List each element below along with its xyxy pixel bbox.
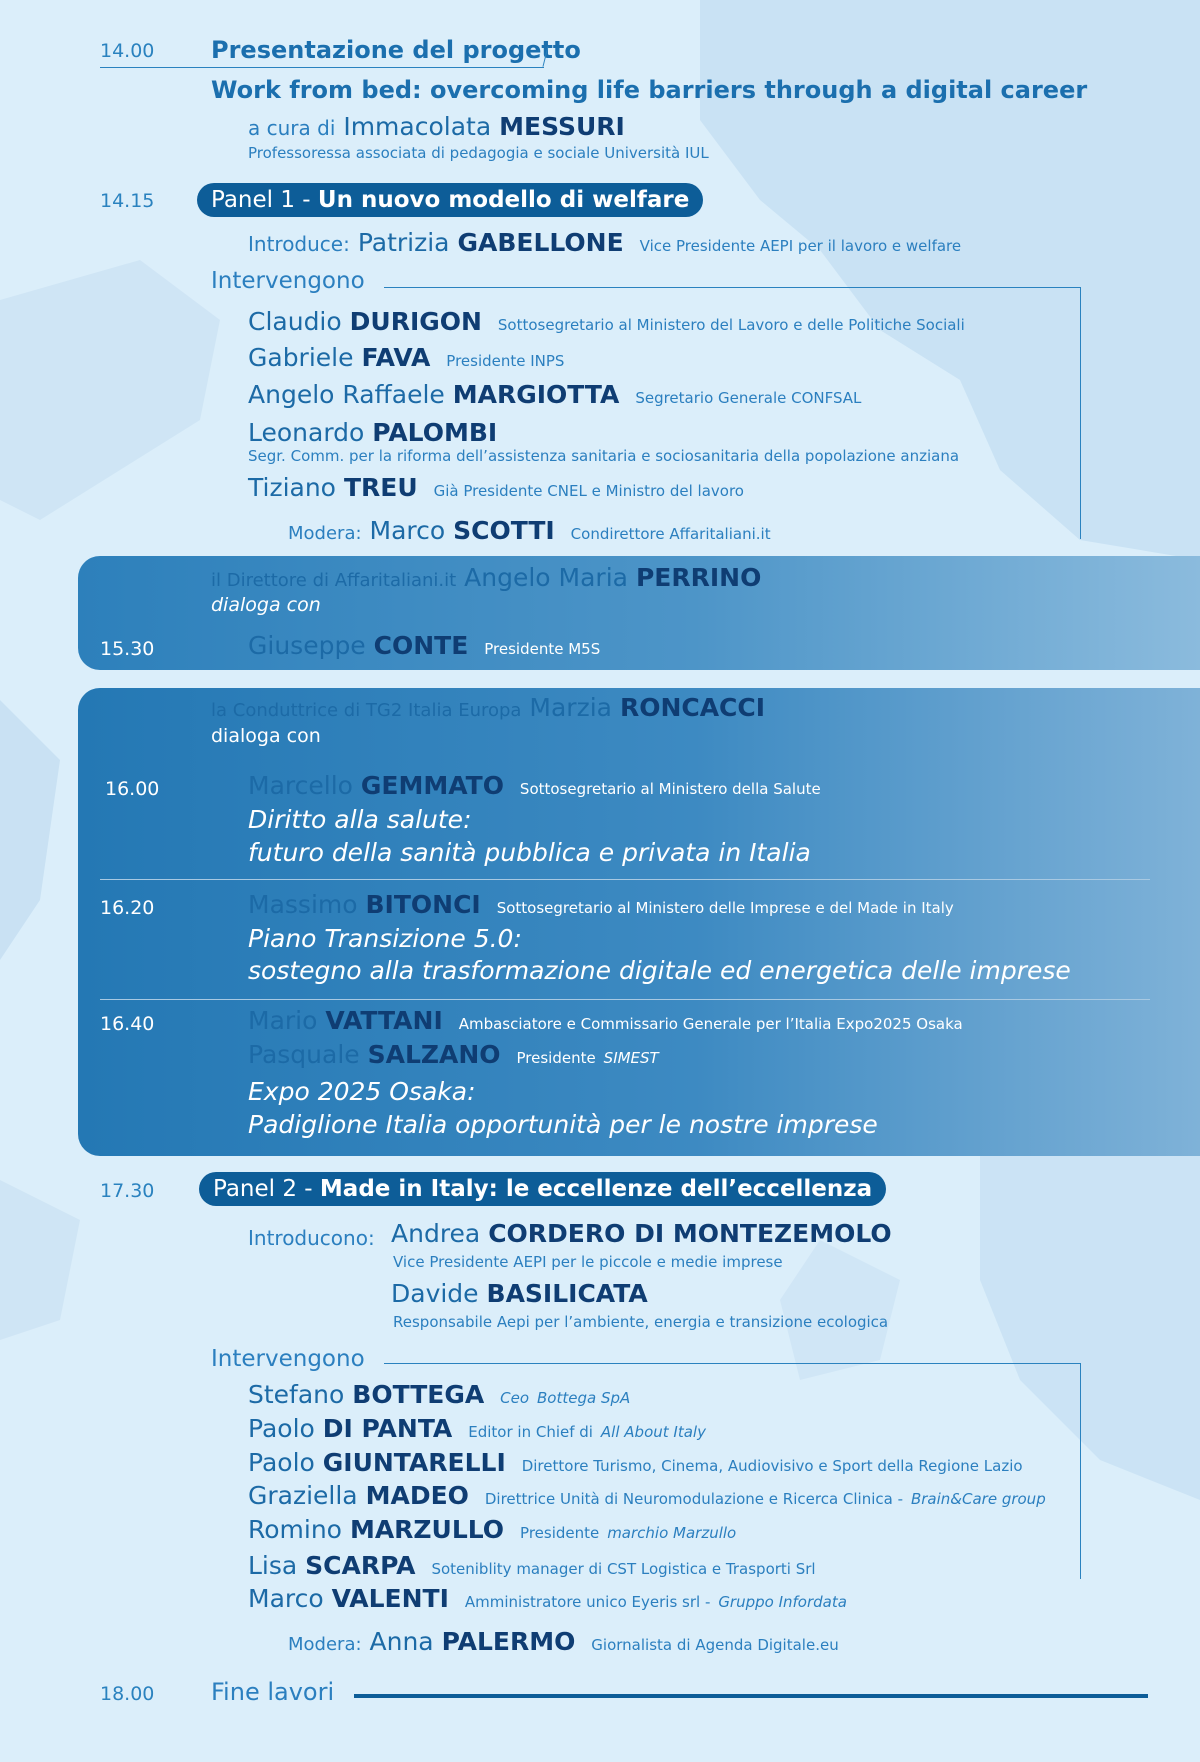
speaker-first: Angelo Raffaele [248, 380, 445, 409]
speaker-last: MESSURI [499, 112, 625, 141]
speaker-first: Anna [369, 1627, 434, 1656]
speaker-first: Tiziano [248, 473, 336, 502]
speaker-last: PALERMO [441, 1627, 576, 1656]
mod-label: Modera: [288, 1634, 362, 1655]
guest-role: Presidente M5S [484, 640, 601, 658]
panel1-moderator [288, 516, 771, 545]
highlight-band-roncacci [78, 688, 1200, 1156]
speaker-org: SIMEST [603, 1049, 659, 1067]
speaker-org: Gruppo Infordata [718, 1593, 847, 1611]
host-perrino [211, 563, 761, 592]
talk-title-line2: sostegno alla trasformazione digitale ed energetica delle imprese [248, 956, 1071, 985]
time-1800: 18.00 [100, 1683, 155, 1705]
speaker-last: BOTTEGA [352, 1380, 485, 1409]
divider [100, 999, 1150, 1000]
guest-conte [248, 631, 600, 660]
bracket-right [1080, 1363, 1081, 1579]
speaker-last: GEMMATO [360, 771, 504, 800]
panel2-moderator [288, 1627, 839, 1656]
speaker-role: Sottosegretario al Ministero della Salute [519, 780, 821, 798]
speaker-bitonci [248, 890, 954, 919]
speaker-last: TREU [343, 473, 418, 502]
panel2-pill [199, 1172, 886, 1206]
end-rule [354, 1694, 1148, 1698]
speaker-role: Soteniblity manager di CST Logistica e Trasporti Srl [431, 1560, 816, 1578]
speaker-first: Marco [369, 516, 446, 545]
speaker-last: PALOMBI [372, 418, 498, 447]
speaker-role: Condirettore Affaritaliani.it [570, 525, 771, 543]
talk-title-line2: futuro della sanità pubblica e privata in Italia [248, 838, 811, 867]
speaker-role: Giornalista di Agenda Digitale.eu [591, 1636, 839, 1654]
panel2-speakers-label: Intervengono [211, 1346, 365, 1372]
panel1-intro [248, 228, 961, 257]
panel2-prefix: Panel 2 - [213, 1176, 320, 1202]
speaker-first: Mario [248, 1006, 318, 1035]
speaker-role: Presidente [516, 1049, 596, 1067]
speaker-gemmato [248, 771, 821, 800]
speaker-role: Editor in Chief di [468, 1423, 593, 1441]
bracket-top [384, 287, 1080, 288]
speaker-last: BITONCI [365, 890, 481, 919]
speaker-first: Immacolata [343, 112, 492, 141]
speaker-first: Romino [248, 1515, 342, 1544]
speaker-madeo [248, 1481, 1046, 1510]
speaker-last: SALZANO [367, 1040, 501, 1069]
speaker-last: DURIGON [349, 307, 482, 336]
speaker-last: SCARPA [305, 1551, 416, 1580]
panel1-speakers-label: Intervengono [211, 268, 365, 294]
speaker-last: VATTANI [325, 1006, 443, 1035]
speaker-margiotta [248, 380, 861, 409]
title-underline [100, 67, 544, 68]
speaker-fava [248, 343, 564, 372]
talk-title-line1: Expo 2025 Osaka: [248, 1077, 476, 1106]
speaker-scarpa [248, 1551, 816, 1580]
guest-first: Giuseppe [248, 631, 366, 660]
speaker-bottega [248, 1380, 630, 1409]
speaker-first: Marcello [248, 771, 353, 800]
speaker-first: Claudio [248, 307, 342, 336]
divider [100, 879, 1150, 880]
speaker-first: Lisa [248, 1551, 298, 1580]
dialoga-con-2: dialoga con [211, 725, 321, 747]
speaker-salzano [248, 1040, 659, 1069]
speaker-role: Amministratore unico Eyeris srl - [464, 1593, 711, 1611]
speaker-first: Massimo [248, 890, 358, 919]
panel1-title: Un nuovo modello di welfare [317, 187, 690, 213]
panel2-title: Made in Italy: le eccellenze dell’eccellenza [319, 1176, 873, 1202]
speaker-last: GIUNTARELLI [322, 1448, 506, 1477]
speaker-marzullo [248, 1515, 736, 1544]
speaker-first: Davide [391, 1279, 479, 1308]
speaker-first: Gabriele [248, 343, 354, 372]
speaker-role: Segretario Generale CONFSAL [635, 389, 862, 407]
speaker-last: FAVA [361, 343, 431, 372]
speaker-last: MARZULLO [349, 1515, 505, 1544]
speaker-durigon [248, 307, 965, 336]
speaker-messuri [248, 112, 625, 141]
dialoga-con: dialoga con [211, 594, 321, 616]
guest-last: CONTE [373, 631, 469, 660]
speaker-role: Responsabile Aepi per l’ambiente, energia e transizione ecologica [393, 1313, 889, 1331]
panel1-prefix: Panel 1 - [211, 187, 318, 213]
time-1600: 16.00 [105, 778, 160, 800]
host-last: PERRINO [635, 563, 762, 592]
bracket-right [1080, 287, 1081, 539]
time-1730: 17.30 [100, 1180, 155, 1202]
speaker-vattani [248, 1006, 963, 1035]
speaker-role: Professoressa associata di pedagogia e sociale Università IUL [248, 144, 709, 162]
speaker-role: Sottosegretario al Ministero del Lavoro e delle Politiche Sociali [497, 316, 965, 334]
speaker-last: CORDERO DI MONTEZEMOLO [488, 1219, 892, 1248]
intro-label: Introduce: [248, 232, 350, 256]
host-first: Marzia [529, 693, 612, 722]
speaker-dipanta [248, 1414, 706, 1443]
speaker-palombi [248, 418, 497, 447]
speaker-last: MADEO [365, 1481, 469, 1510]
time-1640: 16.40 [100, 1013, 155, 1035]
speaker-last: SCOTTI [453, 516, 555, 545]
speaker-first: Paolo [248, 1414, 315, 1443]
panel1-pill [197, 183, 703, 217]
host-first: Angelo Maria [464, 563, 628, 592]
project-subtitle: Work from bed: overcoming life barriers through a digital career [211, 76, 1088, 104]
mod-label: Modera: [288, 523, 362, 544]
speaker-last: BASILICATA [486, 1279, 648, 1308]
host-prefix: la Conduttrice di TG2 Italia Europa [211, 700, 522, 721]
talk-title-line2: Padiglione Italia opportunità per le nostre imprese [248, 1110, 878, 1139]
speaker-role: Direttore Turismo, Cinema, Audiovisivo e Sport della Regione Lazio [521, 1457, 1023, 1475]
speaker-last: MARGIOTTA [452, 380, 620, 409]
speaker-org: Brain&Care group [910, 1490, 1046, 1508]
speaker-role-palombi: Segr. Comm. per la riforma dell’assistenza sanitaria e sociosanitaria della popolazione anziana [248, 447, 960, 465]
time-1620: 16.20 [100, 897, 155, 919]
speaker-last: DI PANTA [322, 1414, 453, 1443]
speaker-first: Leonardo [248, 418, 365, 447]
speaker-last: GABELLONE [457, 228, 624, 257]
speaker-role: Ceo [500, 1389, 530, 1407]
time-1415: 14.15 [100, 190, 155, 212]
speaker-role: Già Presidente CNEL e Ministro del lavoro [433, 482, 744, 500]
speaker-role: Direttrice Unità di Neuromodulazione e Ricerca Clinica - [484, 1490, 904, 1508]
speaker-giuntarelli [248, 1448, 1023, 1477]
time-1400: 14.00 [100, 40, 155, 62]
speaker-org: Bottega SpA [537, 1389, 631, 1407]
intro-label: Introducono: [248, 1226, 375, 1250]
talk-title-line1: Diritto alla salute: [248, 805, 472, 834]
host-roncacci [211, 693, 765, 722]
speaker-last: VALENTI [331, 1584, 449, 1613]
host-prefix: il Direttore di Affaritaliani.it [211, 570, 457, 591]
speaker-role: Presidente INPS [446, 352, 565, 370]
speaker-first: Paolo [248, 1448, 315, 1477]
speaker-first: Stefano [248, 1380, 345, 1409]
speaker-first: Marco [248, 1584, 324, 1613]
speaker-first: Patrizia [357, 228, 450, 257]
speaker-org: marchio Marzullo [607, 1524, 737, 1542]
speaker-first: Graziella [248, 1481, 358, 1510]
speaker-org: All About Italy [600, 1423, 706, 1441]
speaker-role: Sottosegretario al Ministero delle Imprese e del Made in Italy [496, 899, 954, 917]
speaker-valenti [248, 1584, 847, 1613]
intro-montezemolo [391, 1219, 892, 1248]
time-1530: 15.30 [100, 638, 155, 660]
speaker-role: Ambasciatore e Commissario Generale per l’Italia Expo2025 Osaka [458, 1015, 963, 1033]
speaker-treu [248, 473, 744, 502]
speaker-role: Vice Presidente AEPI per il lavoro e welfare [639, 237, 962, 255]
bracket-top [384, 1363, 1080, 1364]
talk-title-line1: Piano Transizione 5.0: [248, 924, 522, 953]
by-prefix: a cura di [248, 116, 336, 140]
speaker-role: Presidente [520, 1524, 600, 1542]
intro-basilicata [391, 1279, 648, 1308]
host-last: RONCACCI [619, 693, 766, 722]
end-label: Fine lavori [211, 1678, 335, 1706]
section-title-presentazione: Presentazione del progetto [211, 36, 581, 64]
speaker-first: Pasquale [248, 1040, 360, 1069]
speaker-role: Vice Presidente AEPI per le piccole e medie imprese [393, 1253, 783, 1271]
speaker-first: Andrea [391, 1219, 481, 1248]
